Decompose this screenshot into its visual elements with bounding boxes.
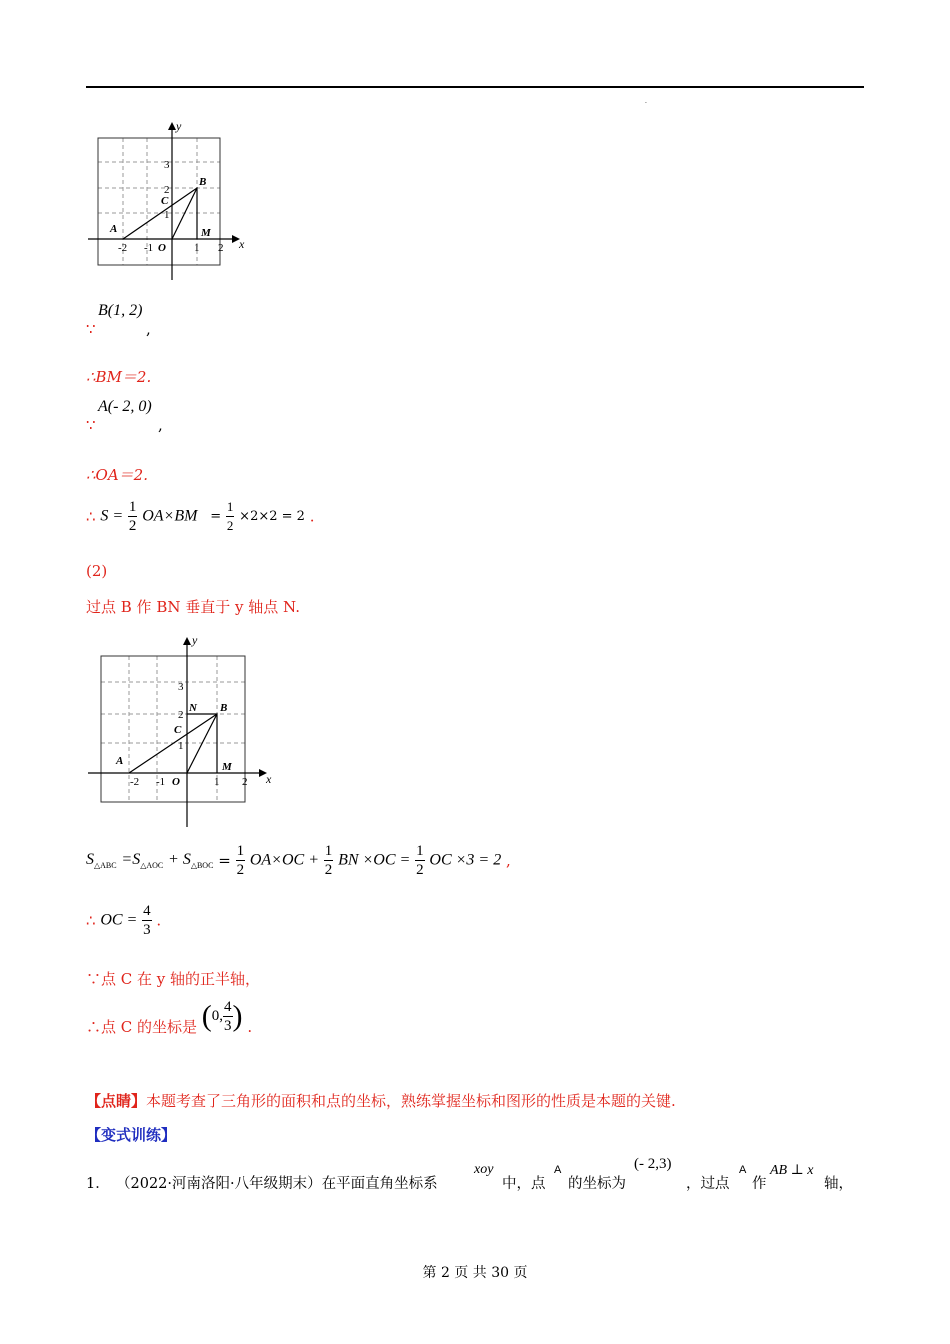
fig2-tick-y: 3 [178, 681, 184, 693]
fraction-half: $\frac{1}{2}$ [324, 843, 333, 878]
fig1-point-b: B [199, 176, 207, 188]
coord-prefix: ∴点 C 的坐标是 [86, 1018, 198, 1036]
oc-value-line [86, 902, 161, 946]
question-text-b: 中，点 [502, 1176, 546, 1192]
fig2-axis-y: y [192, 633, 198, 647]
comment-line [86, 1090, 676, 1111]
fig2-point-c: C [174, 724, 182, 736]
left-paren: ( [201, 999, 212, 1033]
fig1-point-m: M [201, 227, 211, 239]
period: . [247, 1017, 253, 1036]
question-text-f: 轴， [824, 1176, 853, 1192]
area-sum-line [86, 842, 511, 888]
oc-label: OC = [100, 911, 138, 929]
fraction-half: $\frac{1}{2}$ [236, 843, 245, 878]
part-2-text: 过点 B 作 BN 垂直于 y 轴点 N. [86, 598, 300, 616]
header-rule [86, 86, 864, 88]
bm-line: ∴BM＝2. [86, 368, 152, 386]
question-text-e: 作 [752, 1176, 767, 1192]
period: . [156, 911, 162, 930]
area-oa-bm: OA×BM [142, 507, 198, 525]
equals: = [210, 509, 222, 524]
part-2-label: (2) [86, 562, 108, 580]
comma: , [158, 416, 163, 434]
question-text-c: 的坐标为 [568, 1176, 626, 1192]
equals: = [218, 851, 231, 870]
period: . [309, 507, 315, 526]
comment-tag: 【点睛】 [86, 1092, 147, 1110]
area-line [86, 498, 315, 542]
page-footer: 第 2 页 共 30 页 [422, 1265, 528, 1281]
fig2-tick-x: 1 [214, 776, 220, 788]
term-bn-oc: BN ×OC = [338, 851, 411, 869]
fig2-tick-y: 2 [178, 709, 184, 721]
fig2-point-b: B [220, 702, 228, 714]
area-s: S = [100, 507, 124, 525]
fig1-tick-y: 2 [164, 184, 170, 196]
term-oa-oc: OA×OC + [249, 851, 319, 869]
therefore-symbol: ∴ [86, 507, 96, 526]
fig1-tick-x: 2 [218, 242, 224, 254]
fig2-tick-x: -2 [130, 776, 140, 788]
fraction-four-thirds: $\frac{4}{3}$ [224, 999, 232, 1034]
fig2-origin-label: O [172, 776, 180, 788]
question-number: 1． [86, 1176, 110, 1192]
fig1-axis-x: x [239, 237, 245, 251]
fraction-half: $\frac{1}{2}$ [416, 843, 424, 878]
because-symbol: ∵ [86, 320, 96, 338]
therefore-symbol: ∴ [86, 911, 96, 930]
point-c-positive-line: ∵点 C 在 y 轴的正半轴， [86, 970, 261, 988]
point-a-label: A [739, 1164, 747, 1176]
fraction-half: $\frac{1}{2}$ [128, 499, 137, 534]
fraction-half: $\frac{1}{2}$ [226, 499, 234, 533]
s-abc: $S_{\triangle ABC}$ [86, 850, 117, 871]
figure-2-coordinate-graph [86, 632, 281, 832]
area-result: ×2×2 = 2 [239, 509, 305, 524]
question-text-a: （2022·河南洛阳·八年级期末）在平面直角坐标系 [116, 1176, 438, 1192]
fig1-tick-x: -2 [118, 242, 128, 254]
figure-1-coordinate-graph [84, 118, 254, 288]
fig1-tick-x: 1 [194, 242, 200, 254]
header-mark: . [645, 98, 647, 105]
fig1-origin-label: O [158, 242, 166, 254]
fig1-tick-y: 1 [164, 209, 170, 221]
fig1-tick-x: -1 [144, 242, 154, 254]
fig2-point-n: N [189, 702, 197, 714]
s-aoc: $=S_{\triangle AOC}$ [121, 850, 164, 871]
b-coordinate: B(1, 2) [98, 302, 143, 319]
fig2-axis-x: x [266, 772, 272, 786]
fig1-point-a: A [110, 223, 118, 235]
coord-zero: 0, [211, 1008, 224, 1024]
fig1-point-c: C [161, 195, 169, 207]
term-oc-3: OC ×3 = 2 [429, 851, 502, 869]
fig1-tick-y: 3 [164, 159, 170, 171]
because-symbol: ∵ [86, 416, 96, 434]
fig2-tick-x: -1 [156, 776, 166, 788]
fig2-point-a: A [116, 755, 124, 767]
s-boc: + $S_{\triangle BOC}$ [168, 850, 214, 871]
point-c-coordinate-line [86, 998, 252, 1046]
fig2-tick-y: 1 [178, 740, 184, 752]
fig2-point-m: M [222, 761, 232, 773]
question-text-d: ，过点 [686, 1176, 730, 1192]
a-coordinate: A(- 2, 0) [98, 398, 152, 415]
comma: , [146, 320, 151, 338]
oa-line: ∴OA＝2. [86, 466, 148, 484]
point-a-label: A [554, 1164, 562, 1176]
comment-text: 本题考查了三角形的面积和点的坐标，熟练掌握坐标和图形的性质是本题的关键. [146, 1092, 676, 1110]
fig2-tick-x: 2 [242, 776, 248, 788]
right-paren: ) [232, 999, 243, 1033]
variant-title: 【变式训练】 [86, 1126, 177, 1144]
fraction-four-thirds: $\frac{4}{3}$ [143, 903, 151, 938]
fig1-axis-y: y [176, 119, 182, 133]
ab-perp-x: AB ⊥ x [770, 1163, 814, 1178]
a-coordinate: (- 2,3) [634, 1156, 672, 1172]
xoy-label: xoy [474, 1162, 494, 1177]
comma: , [506, 851, 511, 870]
